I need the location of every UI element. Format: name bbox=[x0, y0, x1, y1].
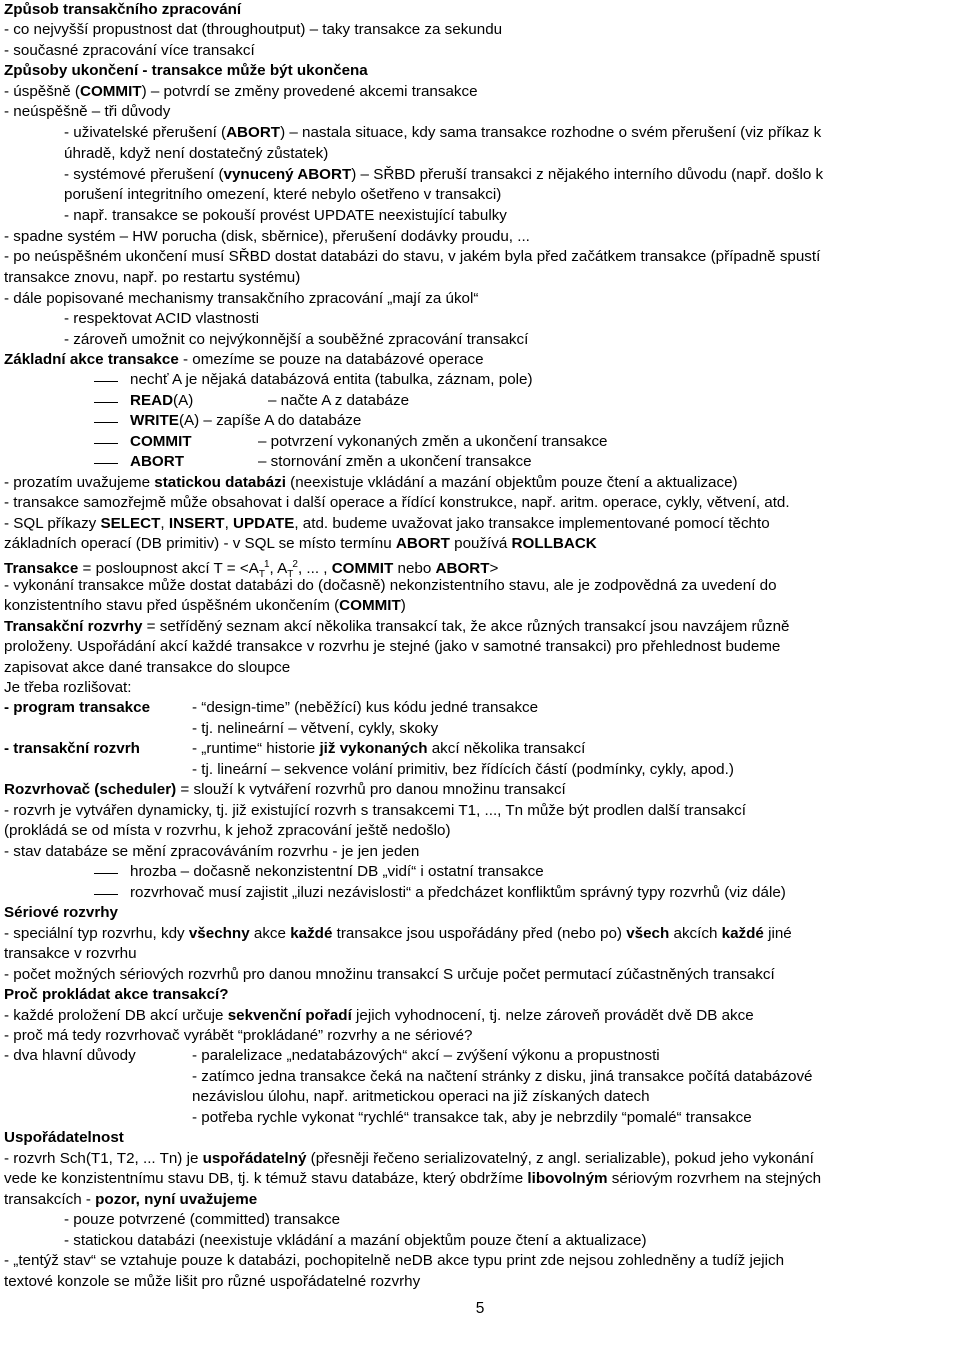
bold-text: INSERT bbox=[168, 515, 225, 532]
bold-text: ABORT bbox=[435, 560, 490, 578]
superscript: 1 bbox=[263, 559, 270, 570]
lines-line bbox=[4, 842, 419, 862]
text: - např. transakce se pokouší provést UPDATE neexistující tabulky bbox=[64, 207, 507, 224]
bold-text: COMMIT bbox=[130, 433, 192, 450]
text: základních operací (DB primitiv) - v SQL se místo termínu bbox=[4, 535, 396, 552]
lines-line bbox=[4, 924, 792, 944]
lines-line bbox=[4, 1251, 784, 1271]
text: (prokládá se od místa v rozvrhu, k jehož zpracování ještě nedošlo) bbox=[4, 822, 451, 839]
lines-line bbox=[4, 1046, 136, 1066]
bold-text: ABORT bbox=[395, 535, 450, 552]
col2-line bbox=[192, 1046, 660, 1066]
text: - stav databáze se mění zpracováváním rozvrhu - je jen jeden bbox=[4, 843, 420, 860]
lines-line bbox=[4, 82, 478, 102]
text: - co nejvyšší propustnost dat (throughoutput) – taky transakce za sekundu bbox=[4, 21, 503, 38]
bullet-dash bbox=[94, 463, 118, 464]
bold-text: každé bbox=[290, 925, 333, 942]
text: transakce znovu, např. po restartu systému) bbox=[4, 269, 301, 286]
lines-line bbox=[4, 637, 780, 657]
lines-line bbox=[64, 330, 528, 350]
page-number: 5 bbox=[475, 1300, 485, 1317]
subscript: T bbox=[287, 569, 294, 581]
text: - prozatím uvažujeme bbox=[4, 474, 155, 491]
lines-line bbox=[4, 944, 137, 964]
text: akcí několika transakcí bbox=[427, 740, 586, 757]
text: - tj. nelineární – větvení, cykly, skoky bbox=[192, 720, 439, 737]
lines-line bbox=[4, 617, 789, 637]
lines-line bbox=[4, 678, 131, 698]
lines-line bbox=[4, 514, 770, 534]
lines-line bbox=[130, 411, 361, 431]
text: - respektovat ACID vlastnosti bbox=[64, 310, 259, 327]
lines-line bbox=[4, 0, 241, 20]
bullet-dash bbox=[94, 873, 118, 874]
text: (přesněji řečeno serializovatelný, z angl. serializable), pokud jeho vykonání bbox=[306, 1150, 814, 1167]
text: - omezíme se pouze na databázové operace bbox=[178, 351, 484, 368]
bold-text: SELECT bbox=[100, 515, 161, 532]
lines-line bbox=[4, 493, 790, 513]
bold-text: COMMIT bbox=[339, 597, 401, 614]
text: - systémové přerušení ( bbox=[64, 166, 224, 183]
lines-line bbox=[130, 370, 533, 390]
bold-text: Transakční rozvrhy bbox=[4, 618, 143, 635]
text: - neúspěšně – tři důvody bbox=[4, 103, 171, 120]
text: konzistentního stavu před úspěšném ukončením ( bbox=[4, 597, 340, 614]
text: ) bbox=[400, 597, 406, 614]
text: - dva hlavní důvody bbox=[4, 1047, 136, 1064]
col2-line bbox=[258, 432, 608, 452]
text: hrozba – dočasně nekonzistentní DB „vidí“ i ostatní transakce bbox=[130, 863, 544, 880]
lines-line bbox=[4, 1272, 420, 1292]
lines-line bbox=[4, 61, 368, 81]
lines-line bbox=[64, 165, 823, 185]
text: sériovým rozvrhem na stejných bbox=[607, 1170, 822, 1187]
text: - rozvrh je vytvářen dynamicky, tj. již existující rozvrh s transakcemi T1, ..., Tn může být prodlen další transakcí bbox=[4, 802, 746, 819]
text: - statickou databázi (neexistuje vkládání a mazání objektům pouze čtení a aktualizace) bbox=[64, 1232, 647, 1249]
text: , atd. budeme uvažovat jako transakce implementované pomocí těchto bbox=[294, 515, 770, 532]
lines-line bbox=[4, 1169, 821, 1189]
lines-line bbox=[4, 350, 484, 370]
text: - transakce samozřejmě může obsahovat i další operace a řídící konstrukce, např. aritm. operace, cykly, větvení, atd. bbox=[4, 494, 790, 511]
text: - spadne systém – HW porucha (disk, sběrnice), přerušení dodávky proudu, ... bbox=[4, 228, 530, 245]
bold-text: Způsoby ukončení - transakce může být ukončena bbox=[4, 62, 368, 79]
text: transakcích - bbox=[4, 1191, 96, 1208]
lines-line bbox=[4, 1128, 124, 1148]
lines-line bbox=[4, 965, 775, 985]
bold-text: libovolným bbox=[527, 1170, 608, 1187]
subscript: T bbox=[258, 569, 265, 581]
col2-line bbox=[192, 739, 585, 759]
lines-line bbox=[4, 801, 746, 821]
lines-line bbox=[4, 698, 150, 718]
text: - zároveň umožnit co nejvýkonnější a souběžné zpracování transakcí bbox=[64, 331, 529, 348]
lines-line bbox=[4, 1190, 257, 1210]
bold-text: ABORT bbox=[130, 453, 184, 470]
lines-line bbox=[4, 821, 451, 841]
bold-text: - program transakce bbox=[4, 699, 151, 716]
lines-line bbox=[4, 780, 566, 800]
bold-text: WRITE bbox=[130, 412, 179, 429]
lines-line bbox=[4, 20, 502, 40]
text: - „tentýž stav“ se vztahuje pouze k databázi, pochopitelně neDB akce typu print zde nejsou zohledněny a tudíž jejich bbox=[4, 1252, 785, 1269]
lines-line bbox=[4, 658, 290, 678]
lines-line bbox=[4, 247, 820, 267]
lines-line bbox=[192, 1087, 650, 1107]
text: - dále popisované mechanismy transakčního zpracování „mají za úkol“ bbox=[4, 290, 479, 307]
text: – načte A z databáze bbox=[268, 392, 410, 409]
text: porušení integritního omezení, které nebylo ošetřeno v transakci) bbox=[64, 186, 502, 203]
lines-line bbox=[192, 1067, 813, 1087]
bold-text: každé bbox=[721, 925, 764, 942]
lines-line bbox=[192, 760, 734, 780]
lines-line bbox=[192, 719, 438, 739]
lines-line bbox=[130, 883, 786, 903]
col2-line bbox=[192, 698, 538, 718]
text: = posloupnost akcí T = <A bbox=[78, 560, 259, 578]
text: - uživatelské přerušení ( bbox=[64, 124, 227, 141]
lines-line bbox=[64, 309, 259, 329]
lines-line bbox=[4, 739, 140, 759]
bold-text: Rozvrhovač (scheduler) bbox=[4, 781, 177, 798]
text: - „runtime“ historie bbox=[192, 740, 320, 757]
lines-line bbox=[4, 903, 118, 923]
text: - rozvrh Sch(T1, T2, ... Tn) je bbox=[4, 1150, 203, 1167]
text: - každé proložení DB akcí určuje bbox=[4, 1007, 228, 1024]
lines-line bbox=[130, 432, 192, 452]
lines-line bbox=[130, 391, 193, 411]
text: = slouží k vytváření rozvrhů pro danou množinu transakcí bbox=[176, 781, 566, 798]
text: (A) bbox=[173, 392, 194, 409]
text: - speciální typ rozvrhu, kdy bbox=[4, 925, 189, 942]
bold-text: ROLLBACK bbox=[511, 535, 597, 552]
text: , ... , bbox=[297, 560, 332, 578]
text: (neexistuje vkládání a mazání objektům pouze čtení a aktualizace) bbox=[285, 474, 738, 491]
text: - paralelizace „nedatabázových“ akcí – zvýšení výkonu a propustnosti bbox=[192, 1047, 660, 1064]
lines-line bbox=[64, 206, 507, 226]
bullet-dash bbox=[94, 894, 118, 895]
col2-line bbox=[268, 391, 409, 411]
bold-text: ABORT bbox=[226, 124, 281, 141]
bold-text: Proč prokládat akce transakcí? bbox=[4, 986, 229, 1003]
bold-text: Uspořádatelnost bbox=[4, 1129, 124, 1146]
text: - SQL příkazy bbox=[4, 515, 101, 532]
text: nechť A je nějaká databázová entita (tabulka, záznam, pole) bbox=[130, 371, 533, 388]
text: rozvrhovač musí zajistit „iluzi nezávislosti“ a předcházet konfliktům správný typy rozvrhů (viz dále) bbox=[130, 884, 786, 901]
text: vede ke konzistentnímu stavu DB, tj. k témuž stavu databáze, který obdržíme bbox=[4, 1170, 528, 1187]
text: - potřeba rychle vykonat “rychlé“ transakce tak, aby je nebrzdily “pomalé“ transakce bbox=[192, 1109, 752, 1126]
text: - tj. lineární – sekvence volání primitiv, bez řídících částí (podmínky, cykly, apod.) bbox=[192, 761, 734, 778]
text: – potvrzení vykonaných změn a ukončení transakce bbox=[258, 433, 608, 450]
superscript: 2 bbox=[292, 559, 298, 570]
bullet-dash bbox=[94, 443, 118, 444]
lines-line bbox=[4, 473, 738, 493]
text: - úspěšně ( bbox=[4, 83, 80, 100]
bold-text: Základní akce transakce bbox=[4, 351, 179, 368]
lines-line bbox=[4, 102, 170, 122]
lines-line bbox=[4, 289, 478, 309]
text: ) – nastala situace, kdy sama transakce rozhodne o svém přerušení (viz příkaz k bbox=[280, 124, 822, 141]
text: = setříděný seznam akcí několika transakcí tak, že akce různých transakcí jsou navzájem různě bbox=[142, 618, 790, 635]
text: nezávislou úlohu, např. aritmetickou operaci na již získaných datech bbox=[192, 1088, 650, 1105]
bold-text: všechny bbox=[188, 925, 250, 942]
lines-line bbox=[192, 1108, 752, 1128]
text: – stornování změn a ukončení transakce bbox=[258, 453, 532, 470]
text: akce bbox=[249, 925, 291, 942]
bullet-dash bbox=[94, 422, 118, 423]
bold-text: statickou databázi bbox=[154, 474, 286, 491]
text: - zatímco jedna transakce čeká na načtení stránky z disku, jiná transakce počítá databázové bbox=[192, 1068, 813, 1085]
text: ) – potvrdí se změny provedené akcemi transakce bbox=[141, 83, 478, 100]
bold-text: Transakce bbox=[4, 560, 79, 578]
bullet-dash bbox=[94, 402, 118, 403]
col2-line bbox=[258, 452, 532, 472]
text: - “design-time” (neběžící) kus kódu jedné transakce bbox=[192, 699, 539, 716]
lines-line bbox=[64, 185, 501, 205]
text: - pouze potvrzené (committed) transakce bbox=[64, 1211, 341, 1228]
text: jejich vyhodnocení, tj. nelze zároveň provádět dvě DB akce bbox=[351, 1007, 754, 1024]
lines-line bbox=[4, 596, 406, 616]
bullet-dash bbox=[94, 381, 118, 382]
bold-text: READ bbox=[130, 392, 174, 409]
text: zapisovat akce dané transakce do sloupce bbox=[4, 659, 291, 676]
bold-text: COMMIT bbox=[331, 560, 394, 578]
bold-text: Sériové rozvrhy bbox=[4, 904, 118, 921]
bold-text: uspořádatelný bbox=[202, 1150, 307, 1167]
bold-text: pozor, nyní uvažujeme bbox=[95, 1191, 258, 1208]
lines-line bbox=[4, 1006, 754, 1026]
lines-line bbox=[4, 534, 597, 554]
lines-line bbox=[4, 227, 530, 247]
text: - po neúspěšném ukončení musí SŘBD dostat databázi do stavu, v jakém byla před začátkem transakce (případně spustí bbox=[4, 248, 821, 265]
lines-line bbox=[4, 268, 300, 288]
text: - počet možných sériových rozvrhů pro danou množinu transakcí S určuje počet permutací zúčastněných transakcí bbox=[4, 966, 775, 983]
lines-line bbox=[4, 1149, 814, 1169]
text: proloženy. Uspořádání akcí každé transakce v rozvrhu je stejné (jako v samotné transakci) pro přehlednost budeme bbox=[4, 638, 781, 655]
text: , A bbox=[269, 560, 288, 578]
bold-text: sekvenční pořadí bbox=[227, 1007, 352, 1024]
text: jiné bbox=[763, 925, 792, 942]
lines-line bbox=[64, 144, 328, 164]
text: ) – SŘBD přeruší transakci z nějakého interního důvodu (např. došlo k bbox=[351, 166, 824, 183]
lines-line bbox=[4, 1026, 472, 1046]
text: , bbox=[224, 515, 234, 532]
lines-line bbox=[130, 452, 184, 472]
text: , bbox=[160, 515, 169, 532]
text: > bbox=[489, 560, 499, 578]
text: nebo bbox=[393, 560, 436, 578]
bold-text: Způsob transakčního zpracování bbox=[4, 1, 242, 18]
text: - vykonání transakce může dostat databázi do (dočasně) nekonzistentního stavu, ale je zodpovědná za uvedení do bbox=[4, 577, 777, 594]
text: používá bbox=[449, 535, 512, 552]
bold-text: všech bbox=[626, 925, 670, 942]
lines-line bbox=[4, 41, 255, 61]
text: - současné zpracování více transakcí bbox=[4, 42, 255, 59]
lines-line bbox=[130, 862, 544, 882]
text: transakce v rozvrhu bbox=[4, 945, 137, 962]
text: textové konzole se může lišit pro různé uspořádatelné rozvrhy bbox=[4, 1273, 421, 1290]
bold-text: - transakční rozvrh bbox=[4, 740, 140, 757]
bold-text: již vykonaných bbox=[319, 740, 428, 757]
lines-line bbox=[64, 1231, 647, 1251]
text: (A) – zapíše A do databáze bbox=[178, 412, 362, 429]
text: úhradě, když není dostatečný zůstatek) bbox=[64, 145, 329, 162]
text: transakce jsou uspořádány před (nebo po) bbox=[332, 925, 627, 942]
bold-text: vynucený ABORT bbox=[223, 166, 352, 183]
bold-text: UPDATE bbox=[233, 515, 295, 532]
lines-line bbox=[4, 576, 777, 596]
text: Je třeba rozlišovat: bbox=[4, 679, 132, 696]
lines-line bbox=[4, 985, 229, 1005]
text: - proč má tedy rozvrhovač vyrábět “prokládané” rozvrhy a ne sériové? bbox=[4, 1027, 473, 1044]
bold-text: COMMIT bbox=[79, 83, 142, 100]
lines-line bbox=[64, 123, 821, 143]
lines-line bbox=[64, 1210, 340, 1230]
text: akcích bbox=[669, 925, 722, 942]
